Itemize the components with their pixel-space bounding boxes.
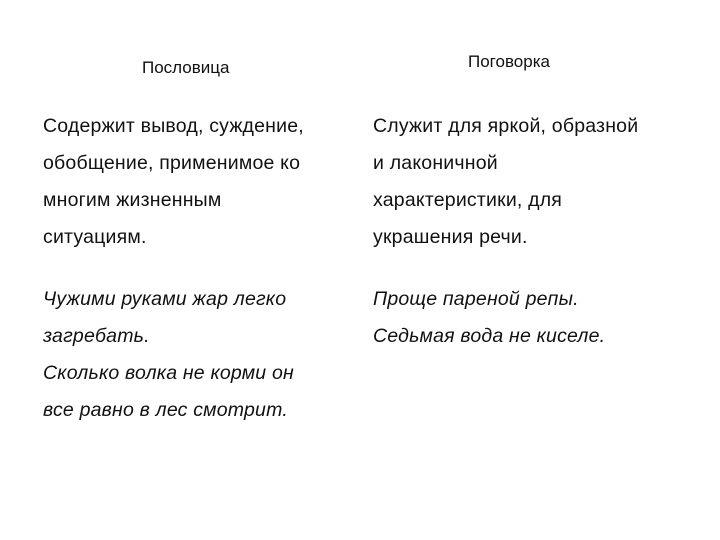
column-heading-saying: Поговорка bbox=[468, 52, 550, 71]
saying-examples bbox=[373, 281, 605, 355]
definition-line: обобщение, применимое ко bbox=[43, 152, 301, 174]
example-line: загребать. bbox=[43, 325, 150, 347]
example-line: Сколько волка не корми он bbox=[43, 362, 294, 384]
example-line: Чужими руками жар легко bbox=[43, 288, 287, 310]
definition-line: ситуациям. bbox=[43, 226, 147, 248]
definition-line: многим жизненным bbox=[43, 189, 222, 211]
definition-line: украшения речи. bbox=[373, 226, 528, 248]
definition-line: Содержит вывод, суждение, bbox=[43, 115, 304, 137]
column-heading-proverb: Пословица bbox=[142, 58, 230, 77]
example-line: Седьмая вода не киселе. bbox=[373, 325, 606, 347]
example-line: Проще пареной репы. bbox=[373, 288, 579, 310]
proverb-definition bbox=[43, 108, 304, 256]
proverb-examples bbox=[43, 281, 294, 429]
saying-definition bbox=[373, 108, 638, 256]
example-line: все равно в лес смотрит. bbox=[43, 399, 288, 421]
definition-line: и лаконичной bbox=[373, 152, 498, 174]
definition-line: Служит для яркой, образной bbox=[373, 115, 639, 137]
definition-line: характеристики, для bbox=[373, 189, 563, 211]
